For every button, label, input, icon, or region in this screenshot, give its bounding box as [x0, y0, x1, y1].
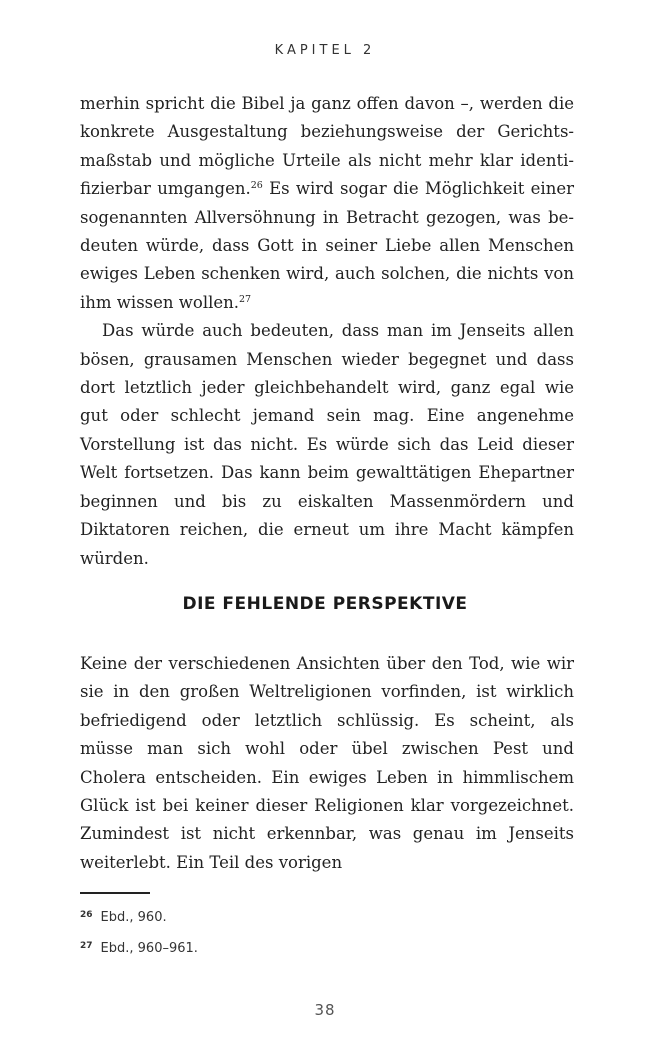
- footnote: [80, 941, 198, 956]
- paragraph: [80, 90, 574, 317]
- body-text-top: [80, 90, 574, 573]
- page-number: 38: [314, 1001, 336, 1019]
- footnote-ref-27[interactable]: 27: [239, 293, 252, 305]
- footnote-text: Ebd., 960.: [100, 910, 167, 925]
- body-text-bottom: [80, 650, 574, 877]
- paragraph: Keine der verschiedenen Ansichten über den Tod, wie wir sie in den großen Weltreligionen vorfinden, ist wirklich befriedigend oder letztlich schlüssig. Es scheint, als müsse man sich wohl oder übel zwischen Pest und Cholera entscheiden. Ein ewiges Leben in himmlischem Glück ist bei keiner dieser Religionen klar vorgezeichnet. Zumindest ist nicht erkennbar, was genau im Jenseits weiterlebt. Ein Teil des vorigen: [80, 654, 574, 872]
- footnote-number: 27: [80, 941, 93, 951]
- footnote: [80, 910, 167, 925]
- footnote-ref-26[interactable]: 26: [250, 180, 263, 192]
- paragraph-text: Es wird sogar die Möglichkeit einer sogenannten Allversöhnung in Betracht gezogen, was bedeuten würde, dass Gott in seiner Liebe allen Menschen ewiges Leben schenken wird, auch solchen, die nichts von ihm wissen wollen.: [80, 179, 574, 312]
- footnote-divider: [80, 892, 150, 894]
- paragraph-text: merhin spricht die Bibel ja ganz offen davon –, werden die konkrete Ausgestaltung beziehungsweise der Gerichtsmaßstab und mögliche Urteile als nicht mehr klar identifizierbar umgangen.: [80, 94, 574, 199]
- paragraph: Das würde auch bedeuten, dass man im Jenseits allen bösen, grausamen Menschen wieder begegnet und dass dort letztlich jeder gleichbehandelt wird, ganz egal wie gut oder schlecht jemand sein mag. Eine angenehme Vorstellung ist das nicht. Es würde sich das Leid dieser Welt fortsetzen. Das kann beim gewalttätigen Ehepartner beginnen und bis zu eiskalten Massenmördern und Diktatoren reichen, die erneut um ihre Macht kämpfen würden.: [80, 321, 574, 568]
- section-heading: DIE FEHLENDE PERSPEKTIVE: [182, 594, 468, 614]
- running-head: KAPITEL 2: [274, 43, 376, 58]
- footnote-number: 26: [80, 910, 93, 920]
- footnote-text: Ebd., 960–961.: [100, 941, 198, 956]
